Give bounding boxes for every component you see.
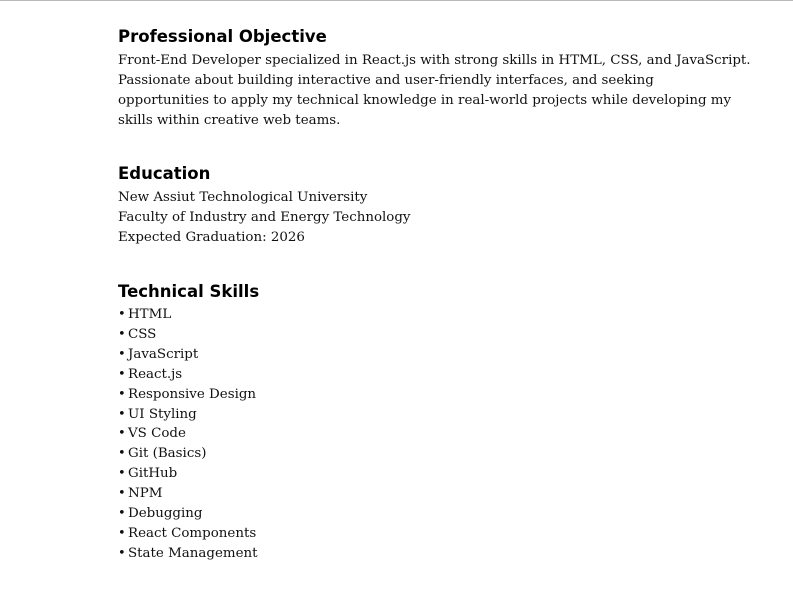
objective-heading: Professional Objective [118,27,327,46]
bullet-icon: • [118,545,126,561]
list-item [118,424,258,444]
bullet-icon: • [118,486,126,502]
skill-label: UI Styling [128,406,197,422]
skills-heading: Technical Skills [118,282,260,301]
objective-line: Passionate about building interactive and user-friendly interfaces, and seeking [118,73,654,88]
skill-label: React Components [128,525,257,541]
education-graduation: Expected Graduation: 2026 [118,230,305,245]
list-item [118,385,258,405]
skill-label: State Management [128,545,258,561]
skill-label: HTML [128,307,172,322]
bullet-icon: • [118,346,126,362]
skill-label: CSS [128,326,157,342]
bullet-icon: • [118,326,126,342]
skill-label: JavaScript [128,346,199,362]
list-item [118,444,258,464]
list-item [118,305,258,325]
bullet-icon: • [118,406,126,422]
list-item [118,325,258,345]
list-item [118,544,258,564]
bullet-icon: • [118,366,126,382]
skill-label: Git (Basics) [128,446,207,462]
skill-label: NPM [128,486,163,502]
list-item [118,484,258,504]
objective-line: Front-End Developer specialized in React.js with strong skills in HTML, CSS, and JavaScript. [118,53,751,68]
objective-line: opportunities to apply my technical knowledge in real-world projects while developing my [118,93,732,108]
skill-label: Responsive Design [128,386,257,402]
objective-line: skills within creative web teams. [118,113,341,128]
list-item [118,345,258,365]
list-item [118,464,258,484]
list-item [118,365,258,385]
bullet-icon: • [118,446,126,462]
bullet-icon: • [118,386,126,402]
education-details [118,188,411,248]
objective-paragraph [118,51,751,131]
education-university: New Assiut Technological University [118,190,368,205]
education-faculty: Faculty of Industry and Energy Technology [118,210,411,225]
skills-list [118,305,258,564]
bullet-icon: • [118,426,126,442]
bullet-icon: • [118,525,126,541]
page-top-border [0,0,793,1]
education-heading: Education [118,164,211,183]
bullet-icon: • [118,506,126,522]
list-item [118,405,258,425]
bullet-icon: • [118,307,126,322]
skill-label: React.js [128,366,183,382]
list-item [118,504,258,524]
bullet-icon: • [118,466,126,482]
skill-label: VS Code [128,426,186,442]
skill-label: GitHub [128,466,178,482]
list-item [118,524,258,544]
skill-label: Debugging [128,506,203,522]
